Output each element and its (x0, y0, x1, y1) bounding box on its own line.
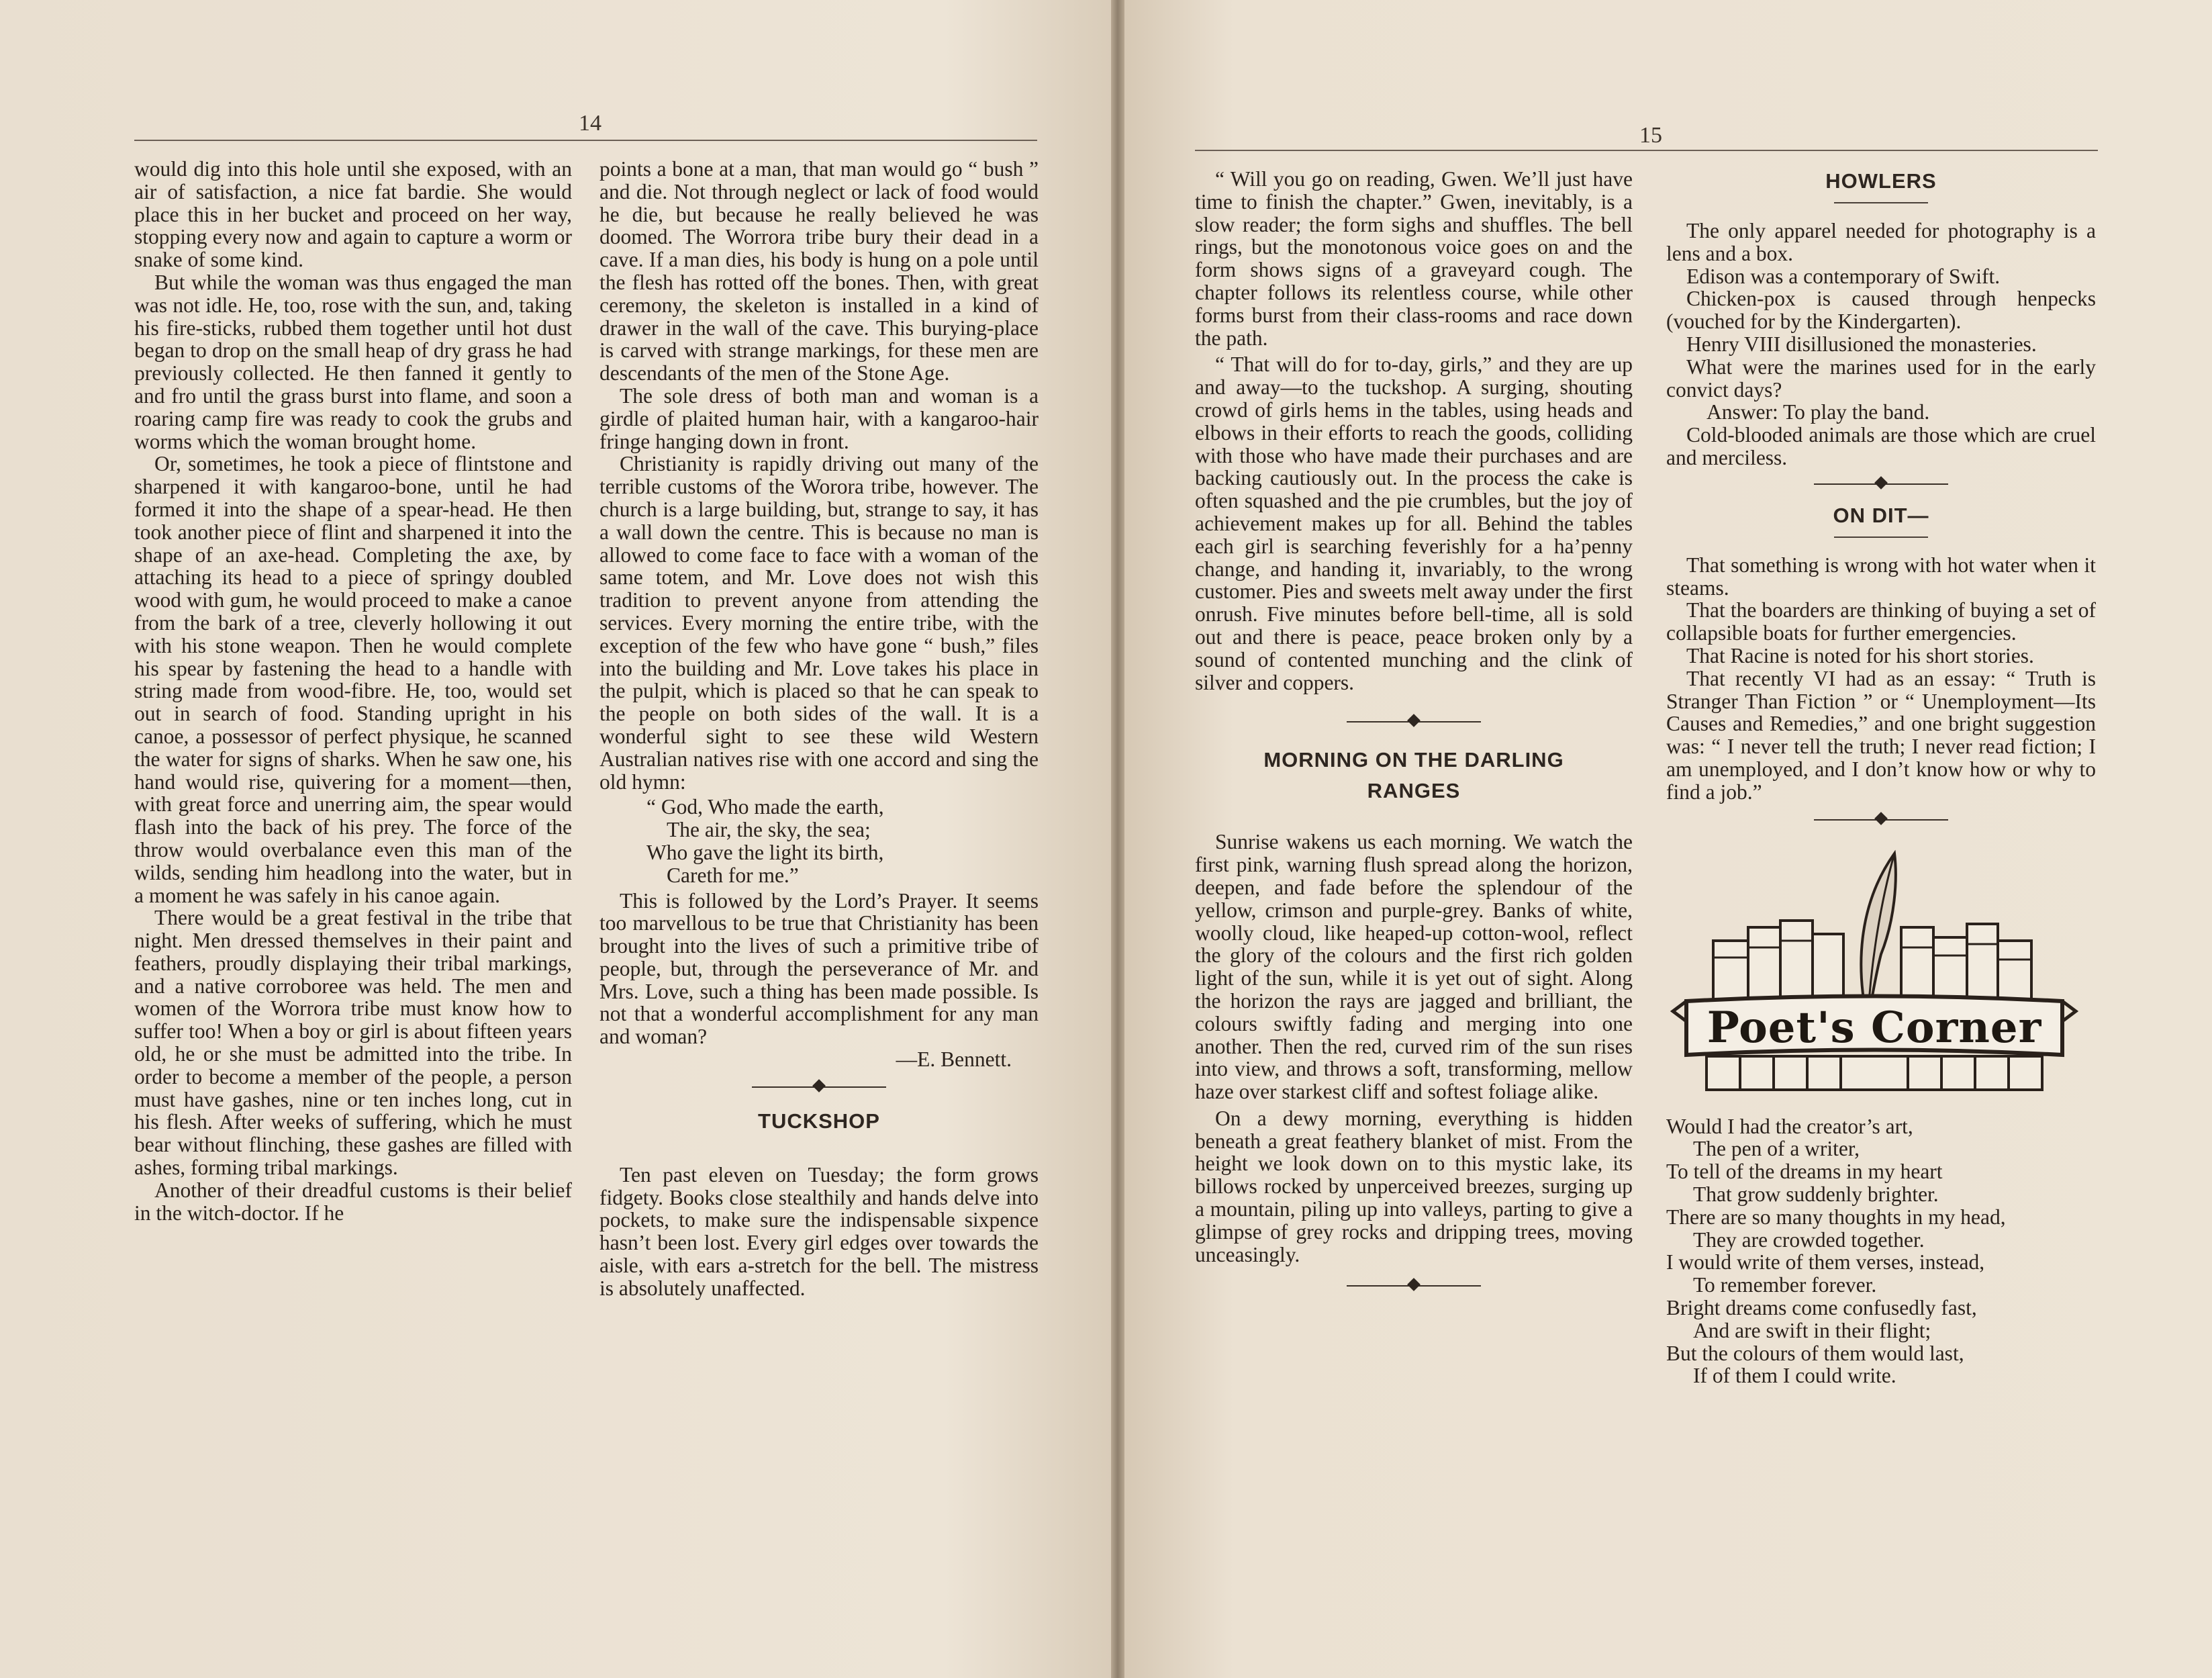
diamond-ornament-icon (1666, 471, 2096, 498)
logo-lettering: Poet's Corner (1706, 1002, 2042, 1053)
quill-and-books-icon (1666, 840, 2082, 1109)
header-rule (134, 140, 1037, 141)
diamond-ornament-icon (1666, 806, 2096, 833)
right-page (1124, 0, 2212, 1678)
header-rule (1195, 150, 2098, 151)
howler-item: The only apparel needed for photography is a lens and a box. (1666, 219, 2096, 265)
howler-item: Henry VIII disillusioned the monasteries. (1686, 332, 2037, 356)
hymn-line: The air, the sky, the sea; (667, 818, 871, 842)
poem-line: But the colours of them would last, (1666, 1341, 1964, 1365)
paragraph: The sole dress of both man and woman is a girdle of plaited human hair, with a kangaroo-hair fringe hanging down in front. (599, 383, 1039, 453)
poem-line: To remember forever. (1693, 1273, 1877, 1297)
diamond-ornament-icon (599, 1074, 1039, 1101)
howler-item: Cold-blooded animals are those which are cruel and merciless. (1666, 423, 2096, 469)
diamond-ornament-icon (1195, 1272, 1633, 1299)
paragraph: points a bone at a man, that man would go “ bush ” and die. Not through neglect or lack of food would he die, but because he really believed he was doomed. The Worrora tribe bury their dead in a cave. If a man dies, his body is hung on a pole until the flesh has rotted off the bones. Then, with great ceremony, the skeleton is installed in a kind of drawer in the wall of the cave. This burying-place is carved with strange markings, for these men are descendants of the men of the Stone Age. (599, 157, 1039, 385)
paragraph: Another of their dreadful customs is their belief in the witch-doctor. If he (134, 1178, 572, 1225)
page-number: 14 (579, 111, 602, 136)
hymn (646, 796, 1039, 886)
book-gutter (1111, 0, 1124, 1678)
article-column-1 (134, 158, 572, 1224)
paragraph: “ Will you go on reading, Gwen. We’ll just have time to finish the chapter.” Gwen, inevitably, is a slow reader; the form sighs and shuffles. The bell rings, but the monotonous voice goes on and the form shows signs of a graveyard cough. The chapter follows its relentless course, while other forms burst from their class-rooms and race down the path. (1195, 167, 1633, 350)
divider (1834, 537, 1928, 538)
ondit-item: That something is wrong with hot water when it steams. (1666, 553, 2096, 600)
article-column-2 (599, 158, 1039, 1300)
poem-line: They are crowded together. (1693, 1227, 1925, 1252)
author-signature: —E. Bennett. (896, 1047, 1012, 1072)
right-column-1 (1195, 168, 1633, 1299)
howler-item: Chicken-pox is caused through henpecks (vouched for by the Kindergarten). (1666, 287, 2096, 334)
poets-corner-logo (1666, 840, 2082, 1109)
hymn-line: Who gave the light its birth, (646, 840, 884, 864)
divider (1834, 202, 1928, 203)
section-heading-tuckshop: TUCKSHOP (758, 1109, 880, 1133)
section-heading-morning (1195, 745, 1633, 806)
paragraph: would dig into this hole until she exposed, with an air of satisfaction, a nice fat bardie. She would place this in her bucket and proceed on her way, stopping every now and again to capture a worm or snake of some kind. (134, 157, 572, 272)
paragraph: Or, sometimes, he took a piece of flintstone and sharpened it with kangaroo-bone, until he had formed it into the shape of a spear-head. He then took another piece of flint and sharpened it into the shape of an axe-head. Completing the axe, by attaching its head to a piece of springy doubled wood with gum, he would proceed to make a canoe from the bark of a tree, cleverly hollowing it out with his stone weapon. Then he would complete his spear by fastening the head to a handle with string made from wood-fibre. He, too, would set out in search of food. Standing upright in his canoe, a possessor of perfect physique, he scanned the water for signs of sharks. When he saw one, his hand would rise, quivering for a moment—then, with great force and unerring aim, the spear would flash into the back of his prey. The force of the throw would overbalance even this man of the wilds, sending him headlong into the water, but in a moment he was safely in his canoe again. (134, 452, 572, 907)
paragraph: Christianity is rapidly driving out many of the terrible customs of the Worora tribe, however. The church is a large building, but, strange to say, it has a wall down the centre. This is because no man is allowed to come face to face with a woman of the same totem, and Mr. Love does not wish this tradition to prevent anyone from attending the services. Every morning the entire tribe, with the exception of the few who have gone “ bush,” files into the building and Mr. Love takes his place in the pulpit, which is placed so that he can speak to the people on both sides of the wall. It is a wonderful sight to see these wild Western Australian natives rise with one accord and sing the old hymn: (599, 452, 1039, 794)
poem-line: Would I had the creator’s art, (1666, 1114, 1913, 1138)
paragraph: But while the woman was thus engaged the man was not idle. He, too, rose with the sun, and, taking his fire-sticks, rubbed them together until hot dust began to drop on the small heap of dry grass he had previously collected. He then fanned it gently to and fro until the grass burst into flame, and soon a roaring camp fire was ready to cook the grubs and worms which the woman brought home. (134, 270, 572, 453)
poem-line: To tell of the dreams in my heart (1666, 1160, 1943, 1184)
hymn-line: Careth for me.” (667, 863, 799, 887)
paragraph: Ten past eleven on Tuesday; the form grows fidgety. Books close stealthily and hands delve into pockets, to make sure the indispensable sixpence hasn’t been lost. Every girl edges over towards the aisle, with ears a-stretch for the bell. The mistress is absolutely unaffected. (599, 1162, 1039, 1300)
ondit-item: That recently VI had as an essay: “ Truth is Stranger Than Fiction ” or “ Unemployment—Its Causes and Remedies,” and one bright suggestion was: “ I never tell the truth; I never read fiction; I am unemployed, and I don’t know how or why to find a job.” (1666, 666, 2096, 804)
poem-line: And are swift in their flight; (1693, 1318, 1931, 1342)
poem-line: I would write of them verses, instead, (1666, 1250, 1985, 1274)
poem-line: There are so many thoughts in my head, (1666, 1205, 2006, 1229)
hymn-line: “ God, Who made the earth, (646, 795, 884, 819)
howler-item: Edison was a contemporary of Swift. (1686, 264, 2001, 288)
paragraph: On a dewy morning, everything is hidden beneath a great feathery blanket of mist. From the height we look down on to this mystic lake, its billows rocked by unperceived breezes, surging up a mountain, piling up into valleys, parting to give a glimpse of grey rocks and dripping trees, moving unceasingly. (1195, 1106, 1633, 1266)
paragraph: There would be a great festival in the tribe that night. Men dressed themselves in their paint and feathers, proudly displaying their tribal markings, and a native corroboree was held. The men and women of the Worrora tribe must know how to suffer too! When a boy or girl is about fifteen years old, he or she must be admitted into the tribe. In order to become a member of the people, a person must have gashes, nine or ten inches long, cut in his flesh. After weeks of suffering, which he must bear without flinching, these gashes are filled with ashes, forming tribal markings. (134, 906, 572, 1180)
paragraph: “ That will do for to-day, girls,” and they are up and away—to the tuckshop. A surging, shouting crowd of girls hems in the tables, using heads and elbows in their efforts to reach the goods, colliding with those who have made their purchases and are backing cautiously out. In the process the cake is often squashed and the pie crumbles, but the joy of achievement makes up for all. Behind the tables each girl is searching feverishly for a ha’penny change, and handing it, invariably, to the wrong customer. Pies and sweets melt away under the first onrush. Five minutes before bell-time, all is sold out and there is peace, peace broken only by a sound of contented munching and the clink of silver and coppers. (1195, 353, 1633, 694)
section-heading-howlers: HOWLERS (1825, 169, 1937, 193)
poem-line: The pen of a writer, (1693, 1137, 1860, 1161)
poem (1666, 1115, 2096, 1388)
poem-line: If of them I could write. (1693, 1364, 1896, 1388)
paragraph: This is followed by the Lord’s Prayer. It seems too marvellous to be true that Christianity has been brought into the lives of such a primitive tribe of people, but, through the perseverance of Mr. and Mrs. Love, such a thing has been made possible. Is not that a wonderful accomplishment for any man and woman? (599, 888, 1039, 1049)
diamond-ornament-icon (1195, 708, 1633, 735)
paragraph: Sunrise wakens us each morning. We watch the first pink, warning flush spread along the horizon, deepen, and fade before the splendour of the yellow, crimson and purple-grey. Banks of white, woolly cloud, like heaped-up cotton-wool, reflect the glory of the colours and the first rich golden light of the sun, while it is yet out of sight. Along the horizon the rays are jagged and brilliant, the colours swiftly fading and merging into one another. Then the red, curved rim of the sun rises into view, and throws a soft, transforming, mellow haze over starkest cliff and softest foliage alike. (1195, 830, 1633, 1104)
right-column-2 (1666, 166, 2096, 1387)
page-number: 15 (1639, 123, 1662, 148)
section-heading-ondit: ON DIT— (1833, 503, 1929, 527)
heading-line: RANGES (1367, 779, 1461, 803)
ondit-item: That Racine is noted for his short stories. (1686, 643, 2034, 667)
poem-line: That grow suddenly brighter. (1693, 1182, 1939, 1206)
howler-answer: Answer: To play the band. (1706, 400, 1930, 424)
heading-line: MORNING ON THE DARLING (1263, 748, 1564, 772)
ondit-item: That the boarders are thinking of buying a set of collapsible boats for further emergencies. (1666, 598, 2096, 645)
howler-item: What were the marines used for in the early convict days? (1666, 355, 2096, 402)
poem-line: Bright dreams come confusedly fast, (1666, 1295, 1977, 1319)
